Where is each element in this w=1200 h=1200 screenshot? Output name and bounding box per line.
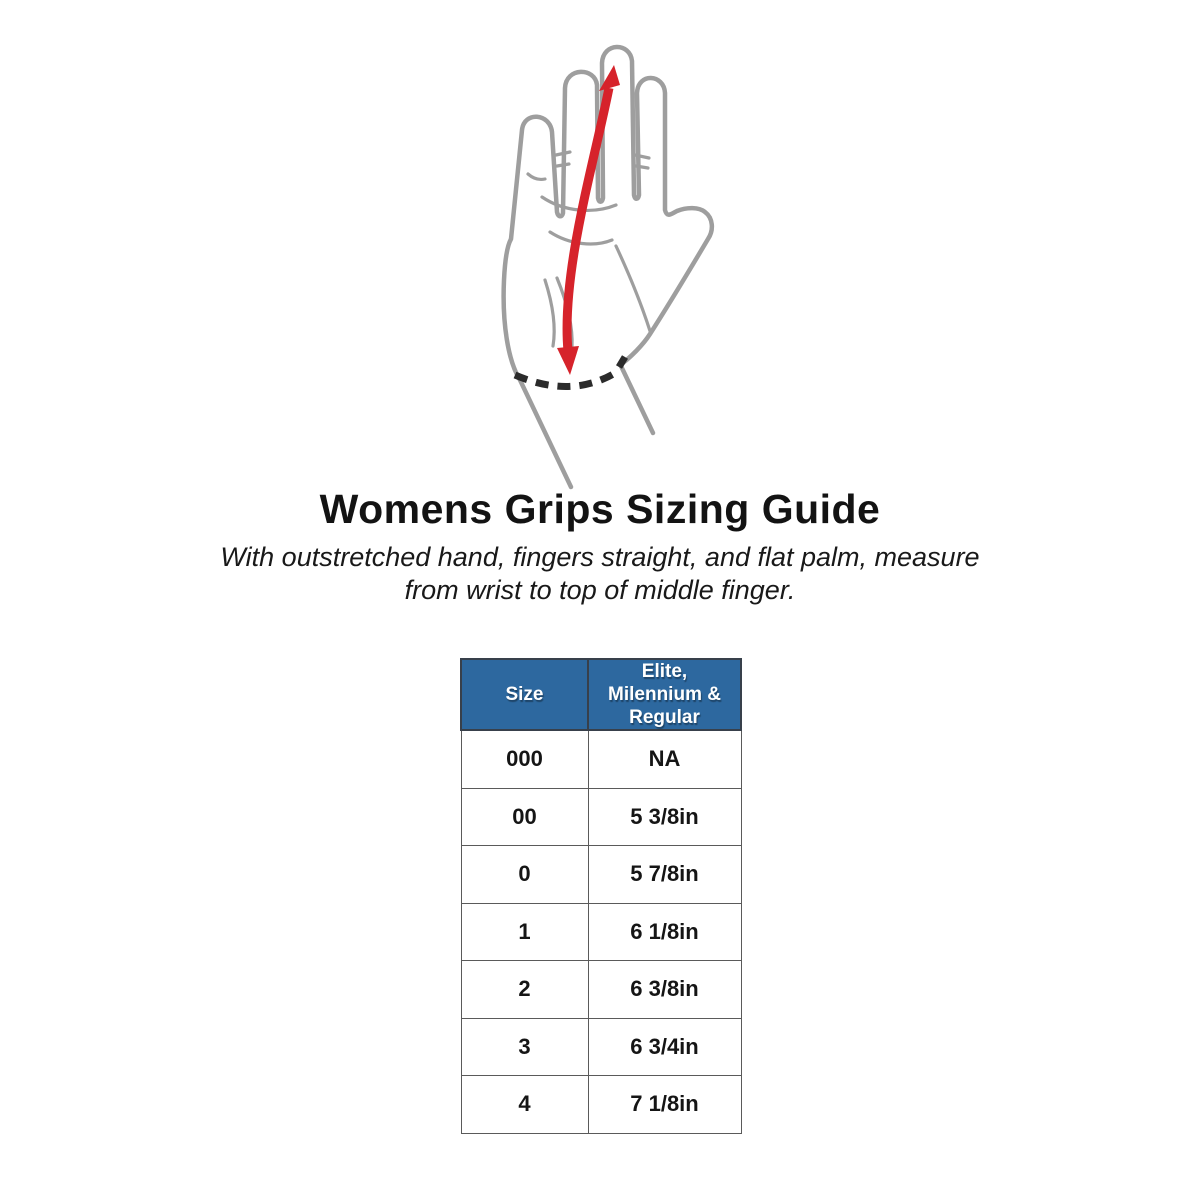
- size-cell: 0: [461, 846, 588, 904]
- instruction-line-1: With outstretched hand, fingers straight, and flat palm, measure: [220, 542, 980, 572]
- forearm-line-right: [621, 366, 653, 433]
- table-row: [461, 1018, 741, 1076]
- table-header-row: [461, 659, 741, 730]
- table-row: [461, 903, 741, 961]
- measurement-cell: 6 1/8in: [588, 903, 741, 961]
- size-cell: 1: [461, 903, 588, 961]
- size-cell: 4: [461, 1076, 588, 1134]
- measurement-cell: 6 3/4in: [588, 1018, 741, 1076]
- header-elite-milennium-regular: Elite, Milennium & Regular: [588, 659, 741, 730]
- measurement-cell: 6 3/8in: [588, 961, 741, 1019]
- sizing-table: [460, 658, 742, 1134]
- measurement-cell: 5 3/8in: [588, 788, 741, 846]
- header-size: Size: [461, 659, 588, 730]
- table-row: [461, 730, 741, 788]
- table-body: [461, 730, 741, 1133]
- size-cell: 00: [461, 788, 588, 846]
- instruction-line-2: from wrist to top of middle finger.: [404, 575, 796, 605]
- table-row: [461, 788, 741, 846]
- table-row: [461, 846, 741, 904]
- size-cell: 2: [461, 961, 588, 1019]
- size-cell: 3: [461, 1018, 588, 1076]
- size-cell: 000: [461, 730, 588, 788]
- measurement-cell: 5 7/8in: [588, 846, 741, 904]
- page-title: Womens Grips Sizing Guide: [319, 486, 881, 532]
- measurement-cell: NA: [588, 730, 741, 788]
- table-row: [461, 961, 741, 1019]
- instruction-text: [0, 541, 1200, 607]
- table-row: [461, 1076, 741, 1134]
- measurement-cell: 7 1/8in: [588, 1076, 741, 1134]
- hand-measurement-illustration: [458, 28, 738, 498]
